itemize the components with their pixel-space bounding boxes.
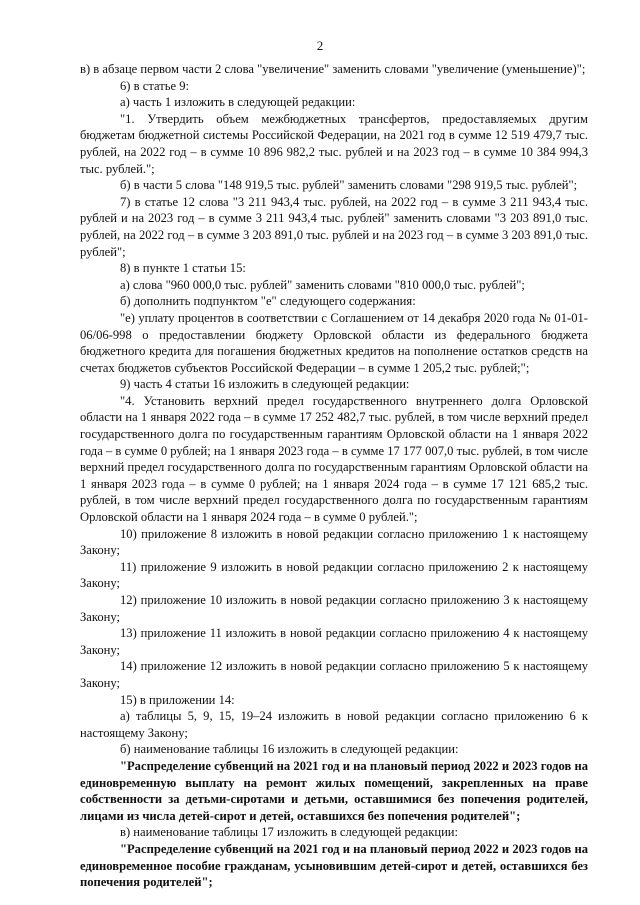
paragraph: 11) приложение 9 изложить в новой редакции согласно приложению 2 к настоящему Закону; <box>80 559 588 591</box>
paragraph: 7) в статье 12 слова "3 211 943,4 тыс. рублей, на 2022 год – в сумме 3 211 943,4 тыс. рублей и на 2023 год – в сумме 3 211 943,4 тыс. рублей" заменить словами "3 203 891,0 тыс. рублей, на 2022 год – в сумме 3 203 891,0 тыс. рублей и на 2023 год – в сумме 3 203 891,0 тыс. рублей"; <box>80 194 588 259</box>
paragraph: б) дополнить подпунктом "е" следующего содержания: <box>120 294 416 309</box>
paragraph: 9) часть 4 статьи 16 изложить в следующей редакции: <box>120 377 410 392</box>
paragraph: в) наименование таблицы 17 изложить в следующей редакции: <box>120 825 459 840</box>
quoted-title-paragraph: "Распределение субвенций на 2021 год и на плановый период 2022 и 2023 годов на единовременное пособие гражданам, усыновившим детей-сирот и детей, оставшихся без попечения родителей"; <box>80 841 588 890</box>
paragraph: 10) приложение 8 изложить в новой редакции согласно приложению 1 к настоящему Закону; <box>80 526 588 558</box>
paragraph: 8) в пункте 1 статьи 15: <box>120 261 246 276</box>
paragraph: а) слова "960 000,0 тыс. рублей" заменить словами "810 000,0 тыс. рублей"; <box>120 277 525 292</box>
paragraph: 14) приложение 12 изложить в новой редакции согласно приложению 5 к настоящему Закону; <box>80 659 588 690</box>
paragraph: "1. Утвердить объем межбюджетных трансфертов, предоставляемых другим бюджетам бюджетной системы Российской Федерации, на 2021 год в сумме 12 519 479,7 тыс. рублей, на 2022 год – в сумме 10 896 982,2 тыс. рублей и на 2023 год – в сумме 10 384 994,3 тыс. рублей."; <box>80 111 588 176</box>
paragraph: 13) приложение 11 изложить в новой редакции согласно приложению 4 к настоящему Закону; <box>80 626 588 657</box>
paragraph: а) таблицы 5, 9, 15, 19–24 изложить в новой редакции согласно приложению 6 к настоящему Закону; <box>80 709 588 740</box>
page-number: 2 <box>316 38 324 53</box>
paragraph: 15) в приложении 14: <box>120 692 235 707</box>
document-body <box>80 61 588 891</box>
paragraph: а) часть 1 изложить в следующей редакции: <box>120 95 356 110</box>
paragraph: б) в части 5 слова "148 919,5 тыс. рублей" заменить словами "298 919,5 тыс. рублей"; <box>120 178 578 193</box>
paragraph: 12) приложение 10 изложить в новой редакции согласно приложению 3 к настоящему Закону; <box>80 593 588 624</box>
paragraph: 6) в статье 9: <box>120 78 190 93</box>
paragraph: "е) уплату процентов в соответствии с Соглашением от 14 декабря 2020 года № 01-01-06/06-998 о предоставлении бюджету Орловской области из федерального бюджета бюджетного кредита для погашения бюджетных кредитов на пополнение остатков средств на счетах бюджетов субъектов Российской Федерации – в сумме 1 205,2 тыс. рублей;"; <box>80 310 588 375</box>
quoted-title-paragraph: "Распределение субвенций на 2021 год и на плановый период 2022 и 2023 годов на единовременную выплату на ремонт жилых помещений, закрепленных на праве собственности за детьми-сиротами и детьми, оставшимися без попечения родителей, лицами из числа детей-сирот и детей, оставшихся без попечения родителей"; <box>80 758 588 823</box>
paragraph: б) наименование таблицы 16 изложить в следующей редакции: <box>120 742 459 757</box>
paragraph: в) в абзаце первом части 2 слова "увеличение" заменить словами "увеличение (уменьшение)"; <box>80 62 586 76</box>
paragraph: "4. Установить верхний предел государственного внутреннего долга Орловской области на 1 января 2022 года – в сумме 17 252 482,7 тыс. рублей, в том числе верхний предел государственного долга по государственным гарантиям Орловской области на 1 января 2022 года – в сумме 0 рублей; на 1 января 2023 года – в сумме 17 177 007,0 тыс. рублей, в том числе верхний предел государственного долга по государственным гарантиям Орловской области на 1 января 2023 года – в сумме 0 рублей; на 1 января 2024 года – в сумме 17 121 685,2 тыс. рублей, в том числе верхний предел государственного долга по государственным гарантиям Орловской области на 1 января 2024 года – в сумме 0 рублей."; <box>80 393 588 525</box>
